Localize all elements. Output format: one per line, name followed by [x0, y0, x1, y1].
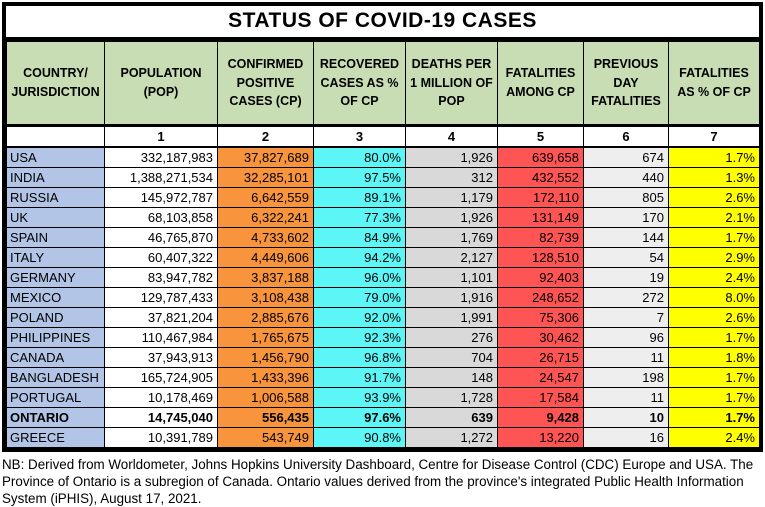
value-cell: 4,449,606	[218, 248, 314, 268]
value-cell: 30,462	[498, 328, 584, 348]
value-cell: 312	[406, 168, 498, 188]
value-cell: 198	[584, 368, 669, 388]
value-cell: 91.7%	[314, 368, 406, 388]
value-cell: 1.7%	[669, 368, 760, 388]
value-cell: 92.0%	[314, 308, 406, 328]
value-cell: 1,006,588	[218, 388, 314, 408]
value-cell: 1.7%	[669, 408, 760, 428]
value-cell: 14,745,040	[105, 408, 218, 428]
table-row	[7, 208, 760, 228]
table-row	[7, 408, 760, 428]
value-cell: 11	[584, 388, 669, 408]
value-cell: 2.4%	[669, 268, 760, 288]
value-cell: 80.0%	[314, 147, 406, 168]
value-cell: 83,947,782	[105, 268, 218, 288]
value-cell: 7	[584, 308, 669, 328]
country-cell: POLAND	[7, 308, 105, 328]
country-cell: USA	[7, 147, 105, 168]
table-row	[7, 147, 760, 168]
column-number: 5	[498, 126, 584, 148]
value-cell: 1.8%	[669, 348, 760, 368]
value-cell: 16	[584, 428, 669, 448]
value-cell: 1,101	[406, 268, 498, 288]
page-title: STATUS OF COVID-19 CASES	[6, 6, 759, 41]
country-cell: UK	[7, 208, 105, 228]
column-header: COUNTRY/ JURISDICTION	[7, 42, 105, 126]
value-cell: 84.9%	[314, 228, 406, 248]
value-cell: 19	[584, 268, 669, 288]
country-cell: PHILIPPINES	[7, 328, 105, 348]
value-cell: 8.0%	[669, 288, 760, 308]
value-cell: 128,510	[498, 248, 584, 268]
value-cell: 145,972,787	[105, 188, 218, 208]
column-header: RECOVERED CASES AS % OF CP	[314, 42, 406, 126]
value-cell: 94.2%	[314, 248, 406, 268]
value-cell: 2.9%	[669, 248, 760, 268]
value-cell: 93.9%	[314, 388, 406, 408]
header-row	[7, 42, 760, 126]
covid-status-card	[2, 2, 763, 452]
value-cell: 144	[584, 228, 669, 248]
value-cell: 2,885,676	[218, 308, 314, 328]
value-cell: 1.3%	[669, 168, 760, 188]
value-cell: 10	[584, 408, 669, 428]
column-header: POPULATION (POP)	[105, 42, 218, 126]
value-cell: 129,787,433	[105, 288, 218, 308]
table-row	[7, 428, 760, 448]
value-cell: 440	[584, 168, 669, 188]
value-cell: 9,428	[498, 408, 584, 428]
value-cell: 97.5%	[314, 168, 406, 188]
value-cell: 92.3%	[314, 328, 406, 348]
footnote: NB: Derived from Worldometer, Johns Hopkins University Dashboard, Centre for Disease Control (CDC) Europe and USA. The Province of Ontario is a subregion of Canada. Ontario values derived from the province's integrated Public Health Information System (iPHIS), August 17, 2021.	[2, 457, 754, 507]
value-cell: 2.6%	[669, 308, 760, 328]
value-cell: 543,749	[218, 428, 314, 448]
country-cell: ONTARIO	[7, 408, 105, 428]
table-row	[7, 248, 760, 268]
table-row	[7, 388, 760, 408]
value-cell: 1,926	[406, 208, 498, 228]
value-cell: 96.8%	[314, 348, 406, 368]
value-cell: 272	[584, 288, 669, 308]
column-header: PREVIOUS DAY FATALITIES	[584, 42, 669, 126]
value-cell: 97.6%	[314, 408, 406, 428]
table-row	[7, 288, 760, 308]
country-cell: RUSSIA	[7, 188, 105, 208]
value-cell: 1,991	[406, 308, 498, 328]
value-cell: 2.4%	[669, 428, 760, 448]
value-cell: 26,715	[498, 348, 584, 368]
column-header: FATALITIES AMONG CP	[498, 42, 584, 126]
table-row	[7, 268, 760, 288]
value-cell: 1,272	[406, 428, 498, 448]
country-cell: INDIA	[7, 168, 105, 188]
value-cell: 165,724,905	[105, 368, 218, 388]
value-cell: 37,943,913	[105, 348, 218, 368]
value-cell: 32,285,101	[218, 168, 314, 188]
value-cell: 1.7%	[669, 147, 760, 168]
column-number: 1	[105, 126, 218, 148]
covid-data-table	[6, 41, 760, 448]
country-cell: BANGLADESH	[7, 368, 105, 388]
table-row	[7, 348, 760, 368]
value-cell: 17,584	[498, 388, 584, 408]
value-cell: 54	[584, 248, 669, 268]
value-cell: 110,467,984	[105, 328, 218, 348]
value-cell: 704	[406, 348, 498, 368]
value-cell: 6,642,559	[218, 188, 314, 208]
column-number: 4	[406, 126, 498, 148]
column-header: FATALITIES AS % OF CP	[669, 42, 760, 126]
value-cell: 89.1%	[314, 188, 406, 208]
value-cell: 24,547	[498, 368, 584, 388]
value-cell: 674	[584, 147, 669, 168]
value-cell: 6,322,241	[218, 208, 314, 228]
table-row	[7, 368, 760, 388]
country-cell: ITALY	[7, 248, 105, 268]
column-number: 6	[584, 126, 669, 148]
value-cell: 1,433,396	[218, 368, 314, 388]
country-cell: GREECE	[7, 428, 105, 448]
column-number-row	[7, 126, 760, 148]
country-cell: CANADA	[7, 348, 105, 368]
country-cell: SPAIN	[7, 228, 105, 248]
value-cell: 1,765,675	[218, 328, 314, 348]
value-cell: 75,306	[498, 308, 584, 328]
value-cell: 248,652	[498, 288, 584, 308]
value-cell: 639,658	[498, 147, 584, 168]
value-cell: 276	[406, 328, 498, 348]
value-cell: 170	[584, 208, 669, 228]
value-cell: 1,179	[406, 188, 498, 208]
value-cell: 1,916	[406, 288, 498, 308]
value-cell: 432,552	[498, 168, 584, 188]
country-cell: GERMANY	[7, 268, 105, 288]
value-cell: 332,187,983	[105, 147, 218, 168]
value-cell: 2,127	[406, 248, 498, 268]
value-cell: 11	[584, 348, 669, 368]
value-cell: 37,827,689	[218, 147, 314, 168]
value-cell: 92,403	[498, 268, 584, 288]
value-cell: 10,178,469	[105, 388, 218, 408]
value-cell: 805	[584, 188, 669, 208]
value-cell: 13,220	[498, 428, 584, 448]
value-cell: 4,733,602	[218, 228, 314, 248]
column-number: 3	[314, 126, 406, 148]
value-cell: 37,821,204	[105, 308, 218, 328]
value-cell: 79.0%	[314, 288, 406, 308]
table-row	[7, 308, 760, 328]
value-cell: 556,435	[218, 408, 314, 428]
value-cell: 96	[584, 328, 669, 348]
value-cell: 1,926	[406, 147, 498, 168]
value-cell: 148	[406, 368, 498, 388]
value-cell: 1,728	[406, 388, 498, 408]
value-cell: 1.7%	[669, 328, 760, 348]
value-cell: 60,407,322	[105, 248, 218, 268]
value-cell: 68,103,858	[105, 208, 218, 228]
value-cell: 1.7%	[669, 228, 760, 248]
column-number: 2	[218, 126, 314, 148]
column-header: DEATHS PER 1 MILLION OF POP	[406, 42, 498, 126]
value-cell: 2.1%	[669, 208, 760, 228]
value-cell: 96.0%	[314, 268, 406, 288]
value-cell: 1,769	[406, 228, 498, 248]
value-cell: 1,388,271,534	[105, 168, 218, 188]
value-cell: 172,110	[498, 188, 584, 208]
column-number	[7, 126, 105, 148]
country-cell: MEXICO	[7, 288, 105, 308]
column-header: CONFIRMED POSITIVE CASES (CP)	[218, 42, 314, 126]
value-cell: 1,456,790	[218, 348, 314, 368]
value-cell: 639	[406, 408, 498, 428]
value-cell: 2.6%	[669, 188, 760, 208]
value-cell: 46,765,870	[105, 228, 218, 248]
value-cell: 82,739	[498, 228, 584, 248]
value-cell: 10,391,789	[105, 428, 218, 448]
table-row	[7, 188, 760, 208]
table-row	[7, 328, 760, 348]
value-cell: 3,108,438	[218, 288, 314, 308]
table-row	[7, 228, 760, 248]
value-cell: 1.7%	[669, 388, 760, 408]
value-cell: 3,837,188	[218, 268, 314, 288]
value-cell: 131,149	[498, 208, 584, 228]
table-body	[7, 147, 760, 448]
value-cell: 90.8%	[314, 428, 406, 448]
value-cell: 77.3%	[314, 208, 406, 228]
country-cell: PORTUGAL	[7, 388, 105, 408]
column-number: 7	[669, 126, 760, 148]
table-row	[7, 168, 760, 188]
